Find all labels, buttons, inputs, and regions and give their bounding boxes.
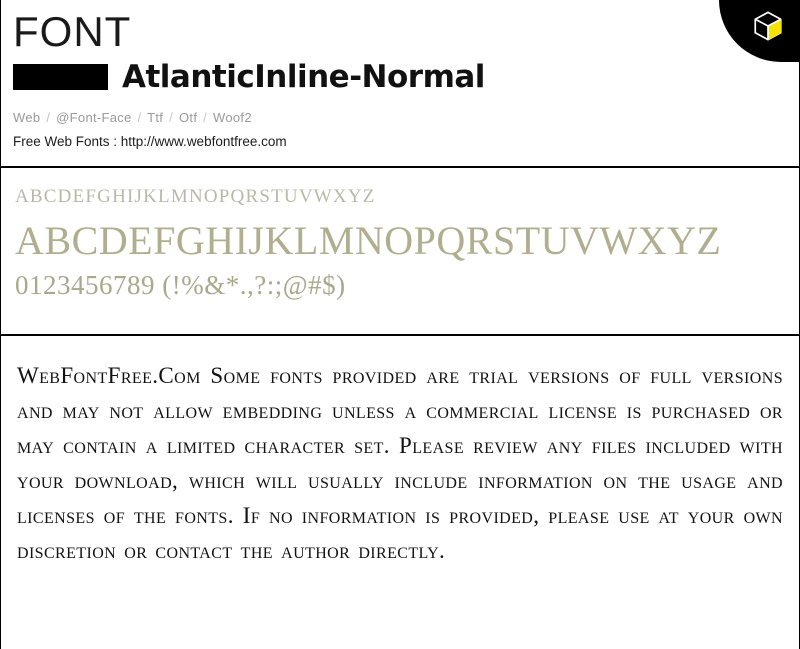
black-bar-decoration [13, 64, 108, 90]
tag-separator: / [46, 110, 51, 125]
font-name-row [13, 60, 787, 94]
sample-paragraph-text: WebFontFree.Com Some fonts provided are trial versions of full versions and may not allow embedding unless a commercial license is purchased or may contain a limited character set. Please review any files included with your download, which will usually include information on the usage and licenses of the fonts. If no information is provided, please use at your own discretion or contact the author directly. [17, 363, 783, 563]
tag-font-face[interactable]: @Font-Face [56, 110, 132, 125]
sample-paragraph-block [1, 336, 799, 568]
cube-icon [751, 9, 785, 43]
header [1, 0, 799, 168]
specimen-uppercase-large: ABCDEFGHIJKLMNOPQRSTUVWXYZ [15, 218, 722, 263]
font-name: AtlanticInline-Normal [122, 59, 485, 95]
page-title: FONT [13, 8, 132, 55]
tag-separator: / [203, 110, 208, 125]
site-url-line[interactable]: Free Web Fonts : http://www.webfontfree.com [13, 134, 287, 149]
tag-woof2[interactable]: Woof2 [213, 110, 252, 125]
format-tags [13, 110, 787, 125]
tag-separator: / [137, 110, 142, 125]
tag-ttf[interactable]: Ttf [147, 110, 164, 125]
tag-web[interactable]: Web [13, 110, 41, 125]
specimen-uppercase-small: ABCDEFGHIJKLMNOPQRSTUVWXYZ [15, 186, 376, 207]
specimen-numerals-symbols: 0123456789 (!%&*.,?:;@#$) [15, 270, 346, 300]
specimen-band [1, 168, 799, 336]
tag-separator: / [169, 110, 174, 125]
tag-otf[interactable]: Otf [179, 110, 198, 125]
